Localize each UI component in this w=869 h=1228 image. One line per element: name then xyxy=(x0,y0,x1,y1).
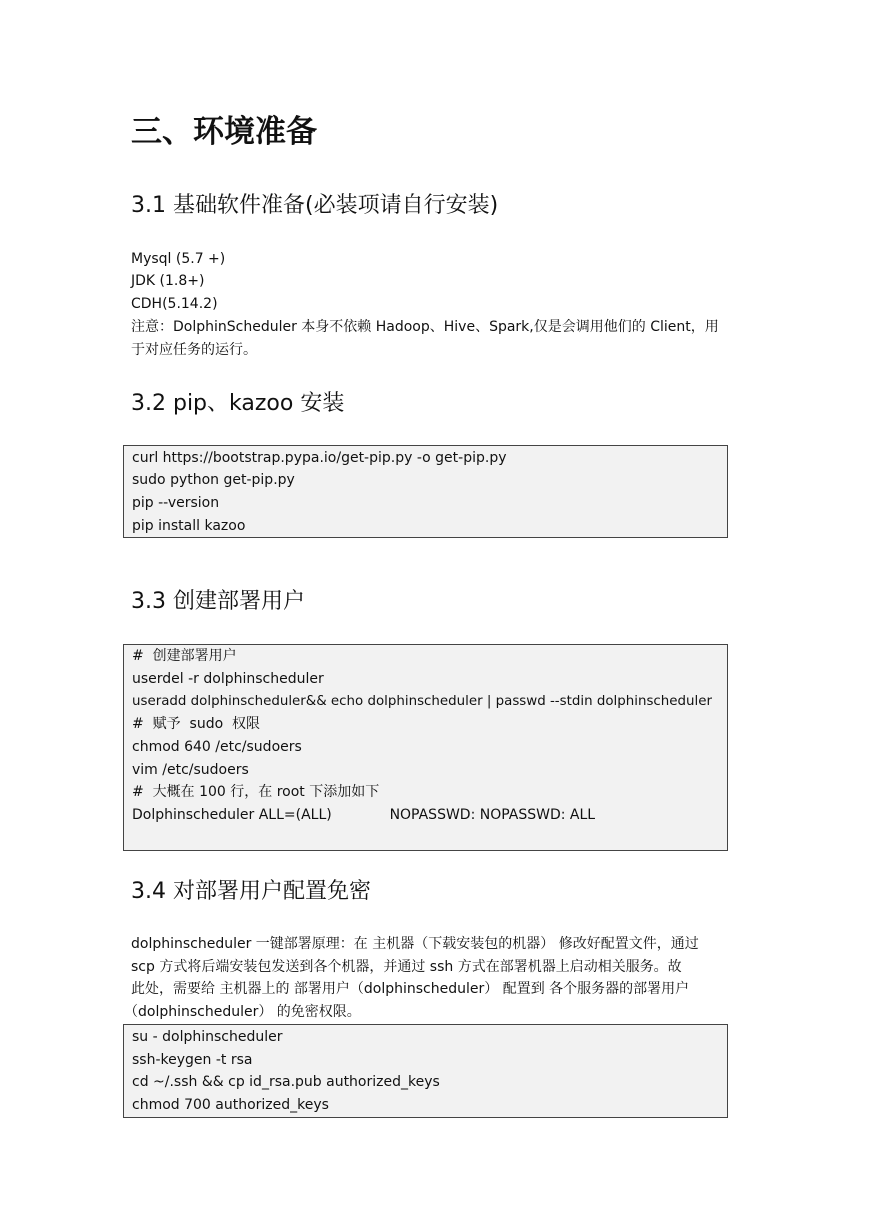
code-line: cd ~/.ssh && cp id_rsa.pub authorized_keys xyxy=(132,1074,440,1090)
code-block xyxy=(123,644,728,851)
code-line: vim /etc/sudoers xyxy=(132,762,249,778)
paragraph-line: scp 方式将后端安装包发送到各个机器，并通过 ssh 方式在部署机器上启动相关服务。故 xyxy=(131,959,682,975)
code-line: pip install kazoo xyxy=(132,518,246,534)
requirement-item: CDH(5.14.2) xyxy=(131,296,218,312)
code-line: su - dolphinscheduler xyxy=(132,1029,283,1045)
code-line: # 大概在 100 行，在 root 下添加如下 xyxy=(132,784,380,800)
code-line: curl https://bootstrap.pypa.io/get-pip.py -o get-pip.py xyxy=(132,450,507,466)
paragraph-line: 此处，需要给 主机器上的 部署用户（dolphinscheduler） 配置到 各个服务器的部署用户 xyxy=(131,981,690,997)
section-heading-3-2: 3.2 pip、kazoo 安装 xyxy=(131,391,345,416)
section-heading-3-4: 3.4 对部署用户配置免密 xyxy=(131,879,371,904)
code-line: chmod 640 /etc/sudoers xyxy=(132,739,302,755)
code-line: sudo python get-pip.py xyxy=(132,472,295,488)
code-line: userdel -r dolphinscheduler xyxy=(132,671,324,687)
code-block xyxy=(123,1024,728,1118)
paragraph-line: dolphinscheduler 一键部署原理：在 主机器（下载安装包的机器） 修改好配置文件，通过 xyxy=(131,936,699,952)
section-heading-3-3: 3.3 创建部署用户 xyxy=(131,589,305,614)
section-heading-3-1: 3.1 基础软件准备(必装项请自行安装) xyxy=(131,193,499,218)
requirement-item: JDK (1.8+) xyxy=(131,273,205,289)
code-block xyxy=(123,445,728,538)
note-line: 注意：DolphinScheduler 本身不依赖 Hadoop、Hive、Spark,仅是会调用他们的 Client，用 xyxy=(131,319,719,335)
code-line: pip --version xyxy=(132,495,220,511)
code-line: Dolphinscheduler ALL=(ALL) NOPASSWD: NOPASSWD: ALL xyxy=(132,807,596,823)
requirement-item: Mysql (5.7 +) xyxy=(131,251,226,267)
code-line: # 赋予 sudo 权限 xyxy=(132,716,261,732)
paragraph-line: （dolphinscheduler） 的免密权限。 xyxy=(124,1004,361,1020)
code-line: chmod 700 authorized_keys xyxy=(132,1097,329,1113)
code-line: ssh-keygen -t rsa xyxy=(132,1052,253,1068)
page-title: 三、环境准备 xyxy=(131,114,317,150)
code-line: # 创建部署用户 xyxy=(132,648,237,664)
code-line: useradd dolphinscheduler&& echo dolphinscheduler | passwd --stdin dolphinscheduler xyxy=(132,694,712,709)
note-line: 于对应任务的运行。 xyxy=(131,342,257,358)
